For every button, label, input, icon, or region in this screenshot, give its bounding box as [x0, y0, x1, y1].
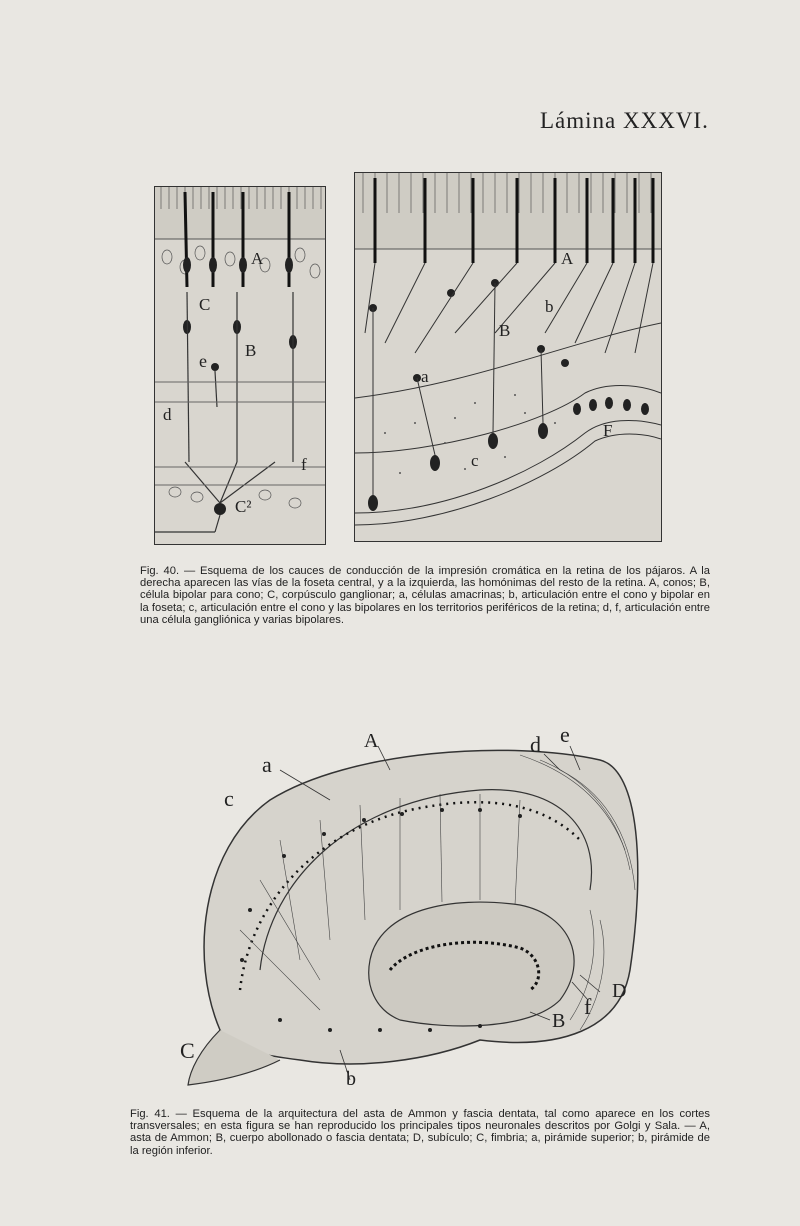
fig41-label-f: f — [584, 994, 592, 1019]
fig41-label-D: D — [612, 980, 627, 1002]
fig41-label-B: B — [552, 1010, 566, 1032]
fig40-left-panel — [154, 186, 326, 545]
fig40-label-A-left: A — [251, 249, 264, 268]
fig41-label-e: e — [560, 722, 570, 747]
fig40-label-c: c — [471, 451, 479, 470]
fig41-label-a: a — [262, 752, 272, 777]
fig40-label-a: a — [421, 367, 429, 386]
fig40-label-A-right: A — [561, 249, 574, 268]
fig41-label-b: b — [346, 1068, 356, 1090]
ammon-horn-illustration — [180, 730, 650, 1100]
fig41-caption-text: — Esquema de la arquitectura del asta de Ammon y fascia dentata, tal como aparece en los cortes transversales; en esta figura se han reproducido los principales tipos neuronales descritos por Golgi y Sala. — A, asta de Ammon; B, cuerpo abollonado o fascia dentata; D, subículo; C, fimbria; a, pirámide superior; b, pirámide de la región inferior. — [130, 1108, 711, 1157]
fig41-label-C: C — [180, 1038, 195, 1063]
retina-left-illustration — [155, 187, 325, 544]
fig41-label-A: A — [364, 730, 379, 752]
fig40-caption — [140, 565, 710, 626]
fig40-label-b: b — [545, 297, 554, 316]
retina-fovea-illustration — [355, 173, 661, 541]
fig40-label-F: F — [603, 421, 613, 440]
fig40-label-C2: C² — [235, 497, 252, 516]
fig40-label-e: e — [199, 351, 207, 371]
fig40-label-d: d — [163, 405, 172, 424]
fig40-label-f: f — [301, 455, 307, 474]
fig40-right-panel — [354, 172, 662, 542]
fig40-caption-text: — Esquema de los cauces de conducción de la impresión cromática en la retina de los pájaros. A la derecha aparecen las vías de la foseta central, y a la izquierda, las homónimas del resto de la retina. A, conos; B, célula bipolar para cono; C, corpúsculo ganglionar; a, células amacrinas; b, articulación entre el cono y bipolar en la foseta; c, articulación entre el cono y las bipolares en los territorios periféricos de la retina; d, f, articulación entre una célula gangliónica y varias bipolares. — [140, 565, 711, 626]
fig41-caption-lead: Fig. 41. — [130, 1108, 170, 1120]
fig40-caption-lead: Fig. 40. — [140, 565, 180, 577]
fig41-caption — [130, 1108, 710, 1157]
fig41-illustration — [180, 722, 650, 1100]
fig41-label-c: c — [224, 786, 234, 811]
fig40-label-B-left: B — [245, 341, 257, 360]
fig40-label-C-left: C — [199, 295, 211, 314]
fig41-label-d: d — [530, 732, 541, 757]
fig40-label-B-right: B — [499, 321, 511, 340]
plate-title: Lámina XXXVI. — [540, 108, 709, 133]
